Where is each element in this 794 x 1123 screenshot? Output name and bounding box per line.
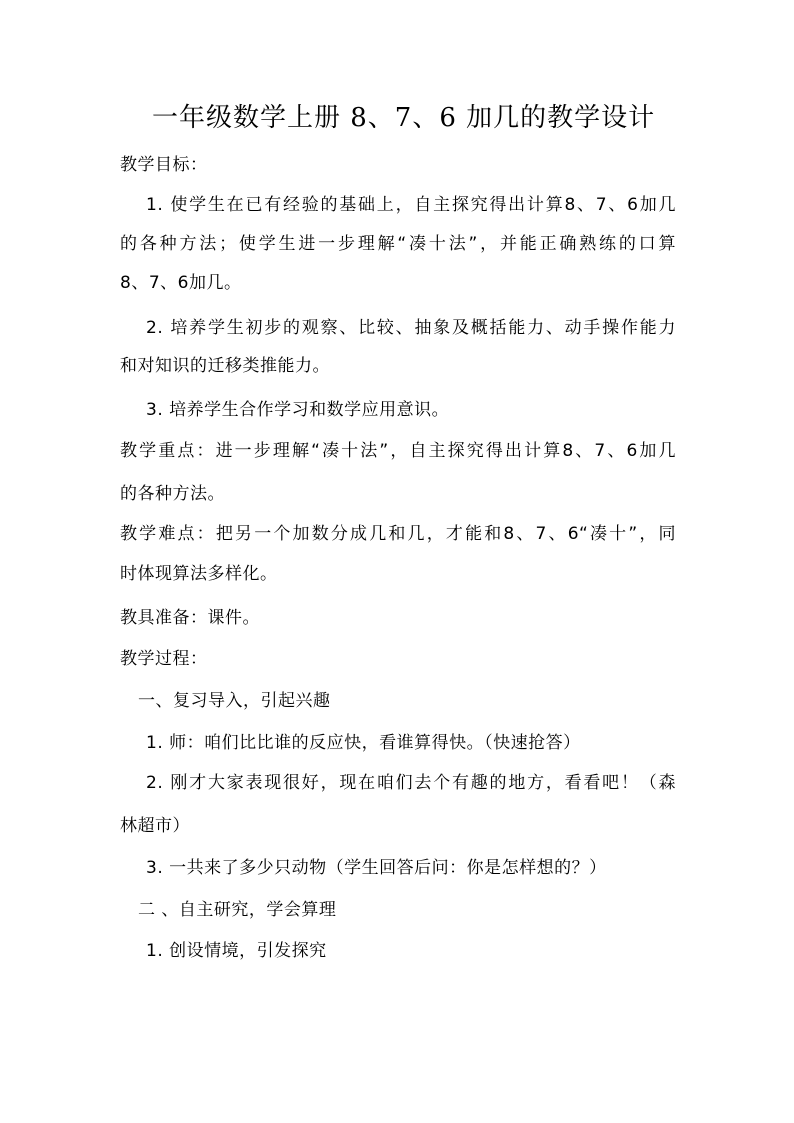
document-title: 一年级数学上册 8、7、6 加几的教学设计 — [152, 103, 656, 133]
objective-2-line-2: 和对知识的迁移类推能力。 — [120, 356, 330, 376]
objective-1-line-3: 8、7、6加几。 — [120, 273, 242, 293]
section-1-step-3: 3. 一共来了多少只动物（学生回答后问：你是怎样想的？） — [146, 858, 607, 878]
objectives-heading: 教学目标： — [120, 155, 208, 175]
key-point-line-2: 的各种方法。 — [120, 484, 225, 504]
materials: 教具准备：课件。 — [120, 608, 260, 628]
objective-3: 3. 培养学生合作学习和数学应用意识。 — [146, 400, 450, 420]
section-2-heading: 二 、自主研究，学会算理 — [138, 900, 337, 920]
difficulty-line-2: 时体现算法多样化。 — [120, 564, 278, 584]
section-1-heading: 一、复习导入，引起兴趣 — [138, 691, 331, 711]
objective-1-line-2: 的各种方法；使学生进一步理解“凑十法”，并能正确熟练的口算 — [120, 234, 676, 254]
key-point-line-1: 教学重点：进一步理解“凑十法”，自主探究得出计算8、7、6加几 — [120, 441, 676, 461]
objective-1-line-1: 1. 使学生在已有经验的基础上，自主探究得出计算8、7、6加几 — [146, 195, 676, 215]
process-heading: 教学过程： — [120, 649, 208, 669]
section-1-step-2-line-2: 林超市） — [120, 816, 190, 836]
objective-2-line-1: 2. 培养学生初步的观察、比较、抽象及概括能力、动手操作能力 — [146, 318, 676, 338]
section-1-step-2-line-1: 2. 刚才大家表现很好，现在咱们去个有趣的地方，看看吧！（森 — [146, 773, 676, 793]
difficulty-line-1: 教学难点：把另一个加数分成几和几，才能和8、7、6“凑十”，同 — [120, 524, 676, 544]
section-1-step-1: 1. 师：咱们比比谁的反应快，看谁算得快。（快速抢答） — [146, 733, 581, 753]
section-2-step-1: 1. 创设情境，引发探究 — [146, 941, 327, 961]
